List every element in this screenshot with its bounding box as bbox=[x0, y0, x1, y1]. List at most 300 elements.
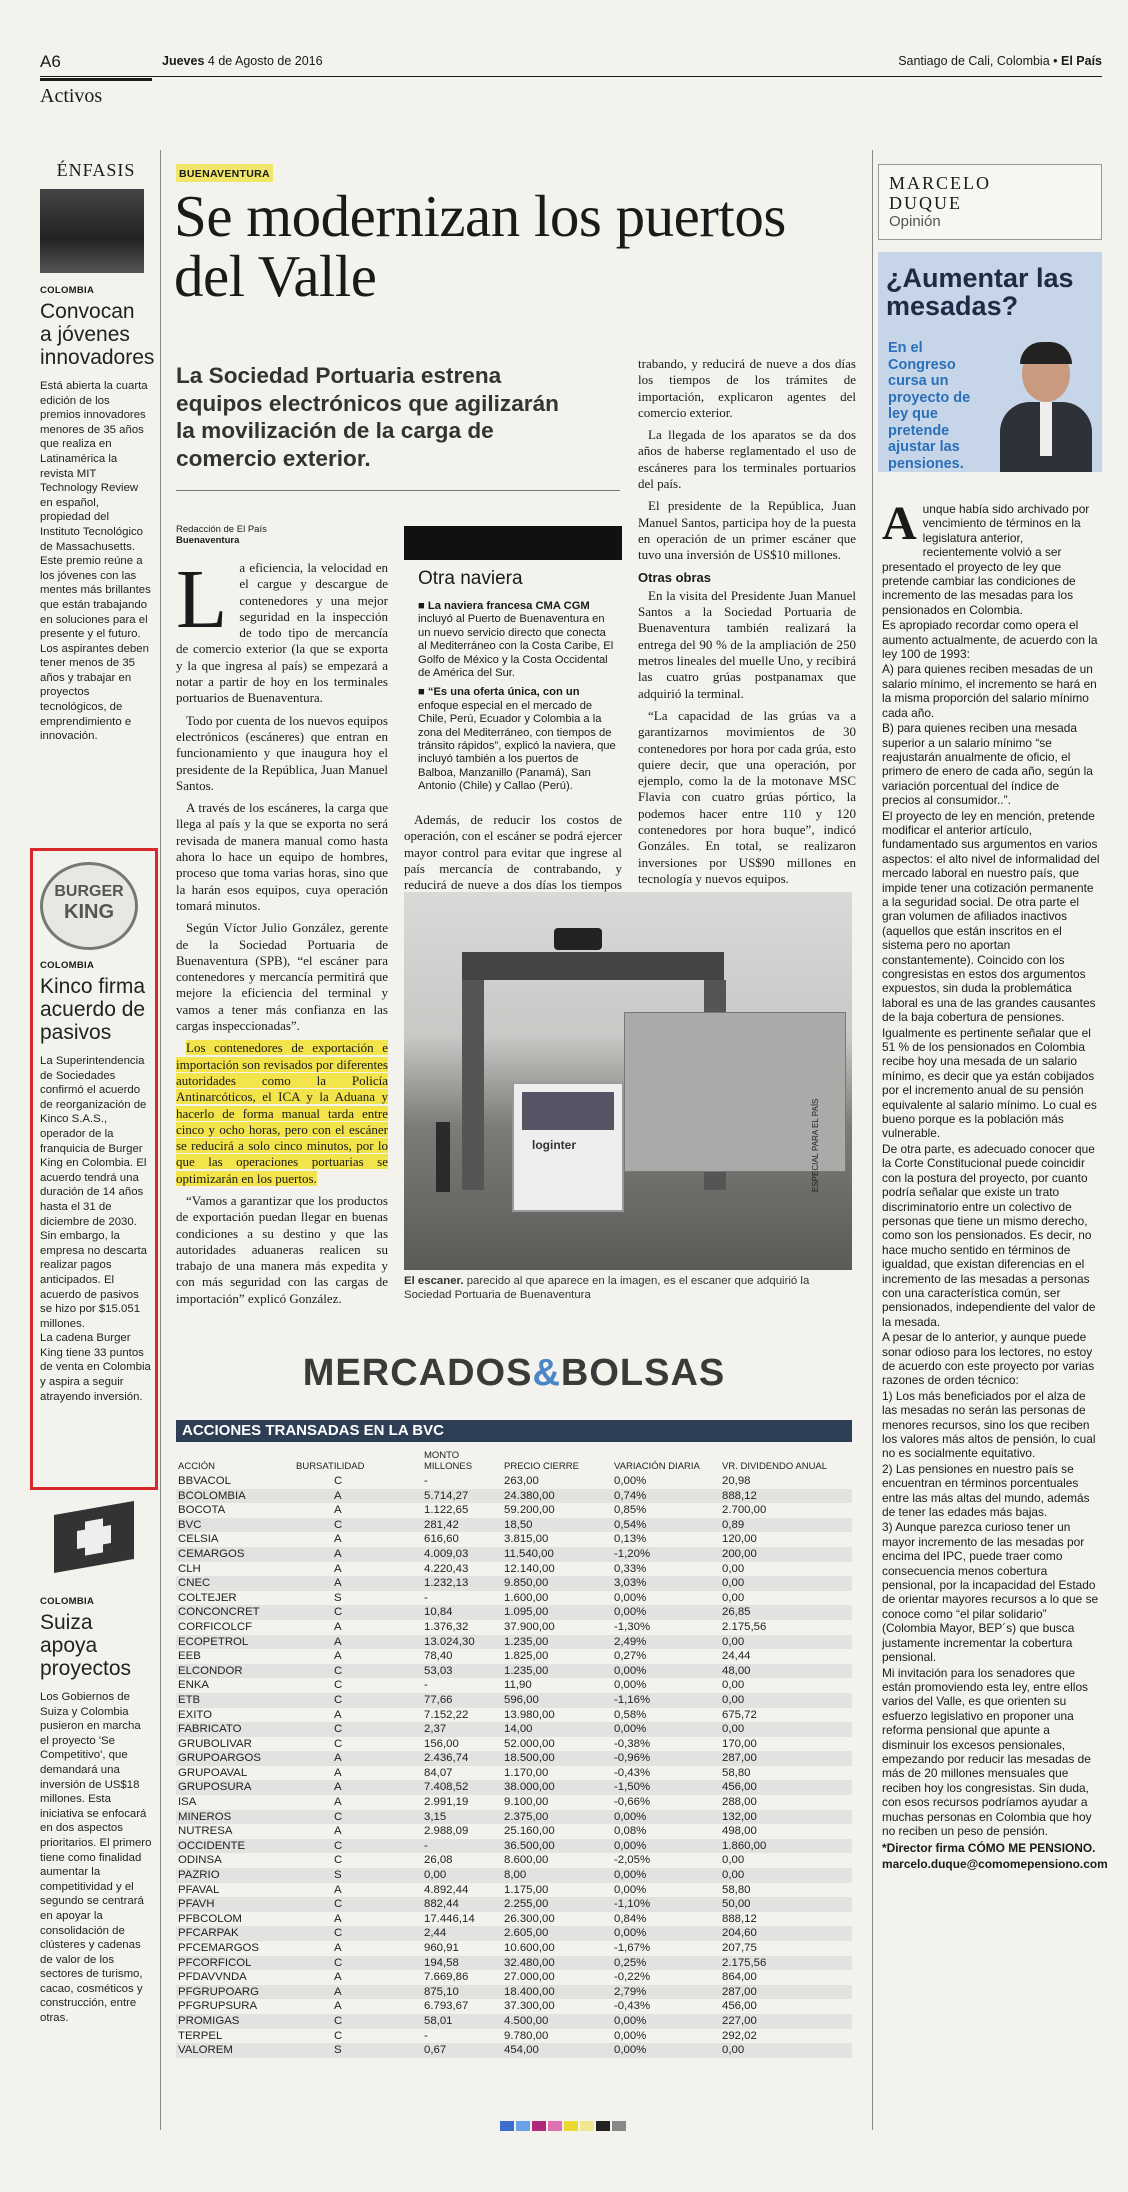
photo-caption: El escaner. parecido al que aparece en la imagen, es el escaner que adquirió la Sociedad Portuaria de Buenaventura bbox=[404, 1275, 810, 1301]
table-row bbox=[176, 1810, 852, 1825]
table-cell: -2,05% bbox=[614, 1854, 651, 1867]
markets-header-cell: MONTO MILLONES bbox=[424, 1450, 473, 1472]
scanner-photo bbox=[404, 892, 852, 1270]
table-row bbox=[176, 1635, 852, 1650]
table-cell: -0,43% bbox=[614, 1766, 651, 1779]
story2-kicker: COLOMBIA bbox=[40, 960, 95, 971]
table-cell: -0,38% bbox=[614, 1737, 651, 1750]
table-cell: ETB bbox=[176, 1693, 294, 1708]
table-cell: 26.300,00 bbox=[504, 1912, 555, 1925]
table-cell: 200,00 bbox=[720, 1547, 852, 1562]
table-cell: 0,00 bbox=[722, 1591, 745, 1604]
table-cell: 17.446,14 bbox=[424, 1912, 475, 1925]
table-cell: 456,00 bbox=[720, 1780, 852, 1795]
table-cell: 50,00 bbox=[720, 1897, 852, 1912]
table-cell: 287,00 bbox=[720, 1751, 852, 1766]
table-cell: S bbox=[334, 1591, 342, 1604]
table-cell: A bbox=[294, 1576, 422, 1591]
table-cell: 2.375,00 bbox=[502, 1810, 612, 1825]
table-cell: 0,00 bbox=[720, 1722, 852, 1737]
table-cell: 4.500,00 bbox=[502, 2014, 612, 2029]
opinion-p6: Igualmente es pertinente señalar que el 51 % de los pensionados en Colombia recibe hoy una mesada de un salario mínimo, es decir que ya están cobijados por el incremento anual de su pensión equivalente al salario mínimo. Lo cual es bueno porque es la población más vulnerable. bbox=[882, 1025, 1097, 1141]
table-cell: 18.500,00 bbox=[502, 1751, 612, 1766]
opinion-p11: 3) Aunque parezca curioso tener un mayor incremento de las mesadas por encima del IPC, puede traer como consecuencia menos cobertura pensional, por la incapacidad del Estado de orientar mayores recursos a lo que se conoce como “el pilar solidario” (Colombia Mayor, BEP´s) que busca justamente incrementar la cobertura pensional. bbox=[882, 1520, 1099, 1665]
table-cell: BBVACOL bbox=[178, 1475, 231, 1487]
table-cell: 0,00% bbox=[614, 1591, 647, 1604]
table-cell: 0,00% bbox=[612, 1839, 720, 1854]
table-cell: 292,02 bbox=[722, 2029, 757, 2042]
table-cell: - bbox=[424, 2029, 428, 2042]
table-cell: - bbox=[424, 1475, 428, 1487]
table-cell: A bbox=[334, 1504, 342, 1517]
opinion-p3: A) para quienes reciben mesadas de un salario mínimo, el incremento se hará en la misma proporción del salario mínimo cada año. bbox=[882, 662, 1097, 720]
table-cell: 0,58% bbox=[614, 1708, 647, 1721]
enfasis-photo bbox=[40, 189, 144, 273]
table-cell: A bbox=[334, 1796, 342, 1809]
col1-p6: “Vamos a garantizar que los productos de exportación puedan llegar en buenas condiciones a su destino y que las autoridades aduaneras realicen su trabajo de una manera más expedita y con más seguridad con las cargas de importación” explicó González. bbox=[176, 1192, 388, 1306]
opinion-divider bbox=[872, 150, 873, 2130]
table-cell: 18.400,00 bbox=[502, 1985, 612, 2000]
header-rule bbox=[40, 76, 1102, 77]
story1-body: Está abierta la cuarta edición de los premios innovadores menores de 35 años que realiza en Latinamérica la revista MIT Technology Review en español, propiedad del Instituto Tecnológico de Massachusetts. Este premio reúne a los jóvenes con las mentes más brillantes que están trabajando en soluciones para el presente y el futuro. Los aspirantes deben tener menos de 35 años y trabajar en proyectos tecnológicos, de emprendimiento e innovación. bbox=[40, 380, 151, 743]
sidebar bbox=[40, 160, 155, 744]
opinion-p5: El proyecto de ley en mención, pretende modificar el anterior artículo, fundamentado sus argumentos en varios aspectos: el alto nivel de informalidad del mercado laboral en nuestro país, que impide tener una cotización permanente a la seguridad social. De otra parte el gran volumen de afiliados inactivos (aquellos que están inscritos en el sistema pero no aportan constantemente). Coincido con los congresistas en estos dos argumentos expuestos, sin duda la problemática laboral es una de las grandes causantes de la baja cobertura de pensiones. bbox=[882, 808, 1100, 1025]
table-cell: C bbox=[334, 1737, 343, 1750]
table-cell: ELCONDOR bbox=[176, 1664, 294, 1679]
table-row bbox=[176, 1883, 852, 1898]
table-cell: 1.860,00 bbox=[720, 1839, 852, 1854]
table-cell: 1.175,00 bbox=[504, 1883, 549, 1896]
markets-header-cell: BURSATILIDAD bbox=[296, 1461, 365, 1472]
table-cell: ISA bbox=[178, 1796, 197, 1809]
table-cell: 2,37 bbox=[422, 1722, 502, 1737]
table-cell: 0,13% bbox=[614, 1533, 647, 1546]
page-header bbox=[40, 48, 1102, 72]
table-row bbox=[176, 1605, 852, 1620]
table-cell: 1.170,00 bbox=[504, 1766, 549, 1779]
markets-header-cell: ACCIÓN bbox=[178, 1461, 215, 1472]
table-cell: 2.605,00 bbox=[502, 1926, 612, 1941]
table-cell: 0,67 bbox=[422, 2043, 502, 2058]
table-cell: 0,00 bbox=[722, 1679, 745, 1692]
table-row bbox=[176, 1562, 852, 1577]
table-cell: 1.122,65 bbox=[424, 1504, 469, 1517]
table-cell: 59.200,00 bbox=[504, 1504, 555, 1517]
table-cell: 0,00 bbox=[720, 1693, 852, 1708]
col1-p5: Los contenedores de exportación e importación son revisados por diferentes autoridades como la Policía Antinarcóticos, el ICA y la Aduana y hacerlo de forma manual tarda entre cinco y ocho horas, pero con el escáner se reducirá a solo cinco minutos, por lo que las operaciones portuarias se optimizarán en los puertos. bbox=[176, 1040, 388, 1186]
markets-body bbox=[176, 1474, 852, 2058]
table-cell: 9.780,00 bbox=[504, 2029, 549, 2042]
opinion-p12: Mi invitación para los senadores que están promoviendo esta ley, entre ellos varios del Valle, es que orienten su esfuerzo legislativo en proponer una reforma pensional que apunte a disminuir los excesos pensionales, empezando por reducir las mesadas de más de 20 millones mensuales que reciben hoy los congresistas. Sin duda, con esos recursos podríamos ayudar a muchas personas en Colombia que hoy no reciben un peso de pensión. bbox=[882, 1665, 1092, 1838]
story3 bbox=[40, 1508, 152, 2026]
table-cell: - bbox=[424, 1591, 428, 1604]
table-cell: A bbox=[294, 1635, 422, 1650]
table-cell: C bbox=[294, 1839, 422, 1854]
table-cell: A bbox=[294, 1489, 422, 1504]
article-headline: Se modernizan los puertos del Valle bbox=[174, 183, 786, 309]
table-cell: 0,85% bbox=[614, 1504, 647, 1517]
table-cell: PFAVAL bbox=[178, 1883, 220, 1896]
table-row bbox=[176, 1678, 852, 1693]
table-cell: 13.024,30 bbox=[422, 1635, 502, 1650]
table-cell: 0,25% bbox=[612, 1956, 720, 1971]
enfasis-label: ÉNFASIS bbox=[56, 160, 136, 180]
table-cell: 0,00% bbox=[612, 1868, 720, 1883]
box-item2: ■ “Es una oferta única, con un enfoque especial en el mercado de Chile, Perú, Ecuador y Colombia a la zona del Mediterráneo, con tiempos de tránsito rápidos”, explicó la naviera, que incluyó también a los puertos de Balboa, Manzanillo (Panamá), San Antonio (Chile) y Callao (Perú). bbox=[418, 686, 616, 793]
table-cell: TERPEL bbox=[178, 2029, 223, 2042]
article-deck: La Sociedad Portuaria estrena equipos electrónicos que agilizarán la movilización de la carga de comercio exterior. bbox=[176, 363, 559, 471]
table-row bbox=[176, 1620, 852, 1635]
table-cell: 675,72 bbox=[722, 1708, 757, 1721]
header-location: Santiago de Cali, Colombia • El País bbox=[898, 54, 1102, 68]
table-row bbox=[176, 1489, 852, 1504]
opinion-p2: Es apropiado recordar como opera el aumento actualmente, de acuerdo con la ley 100 de 1993: bbox=[882, 618, 1098, 662]
table-cell: 26,08 bbox=[424, 1854, 453, 1867]
table-cell: 1.600,00 bbox=[504, 1591, 549, 1604]
opinion-portrait bbox=[996, 338, 1096, 472]
header-date bbox=[162, 54, 323, 68]
table-row bbox=[176, 1853, 852, 1868]
table-cell: 52.000,00 bbox=[504, 1737, 555, 1750]
opinion-label: Opinión bbox=[889, 213, 941, 230]
story3-headline: Suiza apoya proyectos bbox=[40, 1611, 132, 1680]
table-cell: GRUPOARGOS bbox=[176, 1751, 294, 1766]
table-cell: 58,80 bbox=[722, 1883, 751, 1896]
table-cell: 263,00 bbox=[504, 1475, 539, 1487]
table-cell: PFGRUPOARG bbox=[176, 1985, 294, 2000]
markets-header-cell: VR. DIVIDENDO ANUAL bbox=[722, 1461, 828, 1472]
table-cell: 0,33% bbox=[614, 1562, 647, 1575]
story3-body: Los Gobiernos de Suiza y Colombia pusieron en marcha el proyecto 'Se Competitivo', que demandará una inversión de US$18 millones. Esta iniciativa se enfocará en dos aspectos prioritarios. El primero tiene como finalidad aumentar la competitividad y el segundo se centrará en apoyar la consolidación de clústeres y cadenas de valor de los sectores de turismo, cacao, cosméticos y construcción, entre otras. bbox=[40, 1691, 152, 2025]
table-cell: 456,00 bbox=[722, 2000, 757, 2013]
table-cell: 0,84% bbox=[614, 1912, 647, 1925]
story2-body: La Superintendencia de Sociedades confirmó el acuerdo de reorganización de Kinco S.A.S., operador de la franquicia de Burger King en Colombia. El acuerdo tendrá una duración de 14 años hasta el 31 de diciembre de 2030. Sin embargo, la empresa no descarta realizar pagos anticipados. El acuerdo de pasivos se hizo por $15.051 millones. bbox=[40, 1055, 148, 1330]
registration-marks bbox=[500, 2118, 628, 2136]
opinion-header bbox=[878, 164, 1102, 240]
table-cell: S bbox=[294, 2043, 422, 2058]
table-row bbox=[176, 1970, 852, 1985]
table-cell: 26,85 bbox=[720, 1605, 852, 1620]
photo-credit: ESPECIAL PARA EL PAÍS bbox=[810, 1098, 820, 1192]
table-cell: 3,15 bbox=[422, 1810, 502, 1825]
table-cell: A bbox=[294, 1751, 422, 1766]
table-cell: 0,00% bbox=[614, 1679, 647, 1692]
table-cell: ECOPETROL bbox=[176, 1635, 294, 1650]
table-cell: 882,44 bbox=[422, 1897, 502, 1912]
table-cell: 2.255,00 bbox=[502, 1897, 612, 1912]
table-cell: C bbox=[294, 1518, 422, 1533]
table-cell: 0,00% bbox=[612, 1664, 720, 1679]
opinion-p4: B) para quienes reciben una mesada superior a un salario mínimo “se reajustarán anualmente de oficio, el primero de enero de cada año, según la variación porcentual del índice de precios al consumidor..”. bbox=[882, 721, 1093, 808]
table-row bbox=[176, 1751, 852, 1766]
story3-kicker: COLOMBIA bbox=[40, 1596, 95, 1607]
table-cell: 0,00% bbox=[614, 2029, 647, 2042]
table-cell: 498,00 bbox=[722, 1825, 757, 1838]
markets-bar: ACCIONES TRANSADAS EN LA BVC bbox=[176, 1420, 852, 1442]
table-cell: 7.408,52 bbox=[422, 1780, 502, 1795]
table-cell: 616,60 bbox=[424, 1533, 459, 1546]
table-cell: 0,74% bbox=[612, 1489, 720, 1504]
opinion-banner bbox=[878, 252, 1102, 472]
opinion-p1: unque había sido archivado por vencimiento de términos en la legislatura anterior, recientemente volvió a ser presentado el proyecto de ley que pretende cambiar las condiciones de incremento de las mesadas para los pensionados en Colombia. bbox=[882, 502, 1090, 617]
table-cell: C bbox=[294, 1810, 422, 1825]
table-cell: GRUPOSURA bbox=[176, 1780, 294, 1795]
table-cell: 0,00% bbox=[614, 1475, 647, 1487]
markets-table-wrap bbox=[176, 1444, 852, 2058]
table-cell: 864,00 bbox=[722, 1971, 757, 1984]
table-cell: 0,00 bbox=[720, 1635, 852, 1650]
table-cell: -1,30% bbox=[614, 1620, 651, 1633]
table-cell: 156,00 bbox=[424, 1737, 459, 1750]
table-cell: A bbox=[294, 1780, 422, 1795]
box-title: Otra naviera bbox=[418, 568, 523, 589]
table-row bbox=[176, 1999, 852, 2014]
table-cell: 36.500,00 bbox=[502, 1839, 612, 1854]
table-cell: 48,00 bbox=[720, 1664, 852, 1679]
table-cell: - bbox=[422, 1839, 502, 1854]
table-cell: C bbox=[294, 1693, 422, 1708]
table-cell: GRUPOAVAL bbox=[178, 1766, 248, 1779]
table-cell: NUTRESA bbox=[178, 1825, 233, 1838]
table-cell: PFCORFICOL bbox=[176, 1956, 294, 1971]
table-cell: 4.009,03 bbox=[422, 1547, 502, 1562]
table-cell: 13.980,00 bbox=[504, 1708, 555, 1721]
sidebar-divider bbox=[160, 150, 161, 2130]
table-row bbox=[176, 1839, 852, 1854]
table-cell: CONCONCRET bbox=[176, 1605, 294, 1620]
byline: Redacción de El País Buenaventura bbox=[176, 524, 267, 546]
table-cell: -0,96% bbox=[612, 1751, 720, 1766]
table-cell: 7.669,86 bbox=[424, 1971, 469, 1984]
table-cell: 0,00% bbox=[612, 1926, 720, 1941]
table-cell: FABRICATO bbox=[176, 1722, 294, 1737]
opinion-subhead: En el Congreso cursa un proyecto de ley que pretende ajustar las pensiones. bbox=[888, 340, 971, 472]
table-cell: ENKA bbox=[178, 1679, 210, 1692]
table-cell: BVC bbox=[176, 1518, 294, 1533]
table-cell: 53,03 bbox=[422, 1664, 502, 1679]
table-cell: 27.000,00 bbox=[504, 1971, 555, 1984]
table-row bbox=[176, 1576, 852, 1591]
col1-p1: a eficiencia, la velocidad en el cargue y descargue de contenedores y una mejor seguridad en la inspección de todo tipo de mercancía de comercio exterior (la que se exporta y la que ingresa al país) se empezará a notar a partir de hoy en los terminales portuarios de Buenaventura. bbox=[176, 560, 388, 706]
table-cell: 1.232,13 bbox=[422, 1576, 502, 1591]
table-cell: 0,08% bbox=[614, 1825, 647, 1838]
table-cell: A bbox=[334, 1766, 342, 1779]
opinion-dropcap: A bbox=[882, 497, 917, 550]
table-cell: 58,80 bbox=[722, 1766, 751, 1779]
table-cell: -0,43% bbox=[614, 2000, 651, 2013]
article-col3 bbox=[638, 356, 856, 886]
table-cell: 11,90 bbox=[504, 1679, 532, 1692]
table-cell: A bbox=[334, 1971, 342, 1984]
table-cell: A bbox=[334, 1825, 342, 1838]
table-cell: 7.152,22 bbox=[424, 1708, 469, 1721]
table-cell: 0,89 bbox=[720, 1518, 852, 1533]
table-cell: 170,00 bbox=[722, 1737, 757, 1750]
header-day: Jueves bbox=[162, 54, 205, 68]
table-cell: 11.540,00 bbox=[502, 1547, 612, 1562]
table-row bbox=[176, 1532, 852, 1547]
header-date-text: 4 de Agosto de 2016 bbox=[207, 54, 323, 68]
table-cell: C bbox=[294, 2014, 422, 2029]
table-cell: 2.991,19 bbox=[424, 1796, 469, 1809]
table-cell: BOCOTA bbox=[178, 1504, 226, 1517]
swiss-flag-icon bbox=[54, 1501, 134, 1573]
table-cell: A bbox=[334, 2000, 342, 2013]
opinion-author-first: MARCELO bbox=[889, 173, 992, 193]
table-cell: A bbox=[334, 1912, 342, 1925]
table-row bbox=[176, 1780, 852, 1795]
article-col2: Además, de reducir los costos de operación, con el escáner se podrá ejercer mayor control para evitar que ingrese al país mercancía de contrabando, y reducirá de nueve a dos días los tiempos bbox=[404, 812, 622, 893]
byline-location: Buenaventura bbox=[176, 535, 240, 546]
table-cell: CLH bbox=[178, 1562, 201, 1575]
table-cell: 10,84 bbox=[422, 1605, 502, 1620]
table-cell: 24.380,00 bbox=[502, 1489, 612, 1504]
table-cell: 10.600,00 bbox=[504, 1942, 555, 1954]
opinion-author-last: DUQUE bbox=[889, 193, 962, 213]
box-top-bar bbox=[404, 526, 622, 560]
opinion-headline: ¿Aumentar las mesadas? bbox=[886, 263, 1074, 321]
table-cell: PFDAVVNDA bbox=[178, 1971, 247, 1984]
table-cell: 2.700,00 bbox=[722, 1504, 767, 1517]
table-cell: 960,91 bbox=[424, 1942, 459, 1954]
table-cell: 0,00% bbox=[612, 1605, 720, 1620]
table-row bbox=[176, 1664, 852, 1679]
col1-p3: A través de los escáneres, la carga que llega al país y la que se exporta no será revisada de manera manual como hasta ahora lo hace un equipo de hombres, proceso que toma varias horas, sino que la harán esos equipos, cuya operación tomará minutos. bbox=[176, 800, 388, 913]
table-cell: -1,16% bbox=[612, 1693, 720, 1708]
table-cell: 58,01 bbox=[422, 2014, 502, 2029]
markets-header-row bbox=[176, 1444, 852, 1474]
opinion-p10: 2) Las pensiones en nuestro país se encuentran en términos porcentuales entre las más altas del mundo, además de tener las edades más bajas. bbox=[882, 1461, 1090, 1520]
table-cell: A bbox=[334, 1562, 342, 1575]
table-row bbox=[176, 1547, 852, 1562]
table-cell: GRUBOLIVAR bbox=[178, 1737, 252, 1750]
table-cell: 3,03% bbox=[612, 1576, 720, 1591]
table-row bbox=[176, 1926, 852, 1941]
markets-header-cell: VARIACIÓN DIARIA bbox=[614, 1461, 700, 1472]
table-cell: PFBCOLOM bbox=[178, 1912, 242, 1925]
table-cell: A bbox=[334, 1533, 342, 1546]
table-cell: 1.235,00 bbox=[502, 1664, 612, 1679]
table-cell: PFGRUPSURA bbox=[178, 2000, 258, 2013]
opinion-footer1: *Director firma CÓMO ME PENSIONO. bbox=[882, 1841, 1096, 1856]
table-row bbox=[176, 1708, 852, 1723]
table-cell: 2.175,56 bbox=[720, 1956, 852, 1971]
story1-kicker: COLOMBIA bbox=[40, 285, 95, 296]
table-cell: PFCARPAK bbox=[176, 1926, 294, 1941]
table-row bbox=[176, 1956, 852, 1971]
col3-subhead: Otras obras bbox=[638, 569, 711, 585]
table-cell: A bbox=[334, 1650, 342, 1663]
table-cell: 24,44 bbox=[722, 1650, 751, 1663]
col3-p3: El presidente de la República, Juan Manuel Santos, participa hoy de la puesta en operación de un primer escáner que tuvo una inversión de US$10 millones. bbox=[638, 498, 856, 563]
table-cell: 0,00 bbox=[422, 1868, 502, 1883]
table-row bbox=[176, 1518, 852, 1533]
table-cell: A bbox=[294, 1547, 422, 1562]
story1-headline: Convocan a jóvenes innovadores bbox=[40, 300, 155, 369]
section-label: Activos bbox=[40, 78, 152, 108]
table-cell: C bbox=[294, 1956, 422, 1971]
table-cell: 4.220,43 bbox=[424, 1562, 469, 1575]
table-row bbox=[176, 1474, 852, 1489]
dropcap: L bbox=[176, 553, 228, 646]
col3-p4: En la visita del Presidente Juan Manuel Santos a la Sociedad Portuaria de Buenaventura también realizará la entrega del 90 % de la ampliación de 250 metros lineales del muelle Uno, y recibirá las cuatro grúas postpanamax que adquirió la terminal. bbox=[638, 587, 856, 701]
table-cell: 0,54% bbox=[612, 1518, 720, 1533]
table-cell: 888,12 bbox=[720, 1489, 852, 1504]
table-cell: 8.600,00 bbox=[504, 1854, 549, 1867]
table-cell: 194,58 bbox=[422, 1956, 502, 1971]
table-row bbox=[176, 1693, 852, 1708]
table-row bbox=[176, 1503, 852, 1518]
table-cell: 37.900,00 bbox=[504, 1620, 555, 1633]
truck-label: loginter bbox=[532, 1138, 576, 1152]
table-row bbox=[176, 1824, 852, 1839]
table-cell: 20,98 bbox=[722, 1475, 751, 1487]
table-cell: 1.235,00 bbox=[502, 1635, 612, 1650]
table-cell: 8,00 bbox=[502, 1868, 612, 1883]
col3-p1: trabando, y reducirá de nueve a dos días los tiempos de los trámites de importación, explicaron agentes del comercio exterior. bbox=[638, 356, 856, 420]
table-cell: A bbox=[294, 1985, 422, 2000]
table-row bbox=[176, 2029, 852, 2044]
table-cell: CNEC bbox=[176, 1576, 294, 1591]
col1-p2: Todo por cuenta de los nuevos equipos electrónicos (escáneres) que entran en funcionamiento y que inaugura hoy el presidente de la República, Juan Manuel Santos. bbox=[176, 712, 388, 793]
table-cell: C bbox=[294, 1722, 422, 1737]
table-cell: 0,00 bbox=[722, 1562, 745, 1575]
opinion-p8: A pesar de lo anterior, y aunque puede sonar odioso para los lectores, no estoy de acuerdo con este proyecto por varias razones de orden técnico: bbox=[882, 1330, 1095, 1388]
box-item1: ■ La naviera francesa CMA CGM incluyó al Puerto de Buenaventura en un nuevo servicio directo que conecta al Mediterráneo con la Costa Caribe, El Golfo de México y la Costa Occidental de América del Sur. bbox=[418, 600, 614, 680]
table-cell: 227,00 bbox=[720, 2014, 852, 2029]
opinion-footer2: marcelo.duque@comomepensiono.com bbox=[882, 1856, 1108, 1871]
table-cell: 78,40 bbox=[424, 1650, 453, 1663]
table-cell: 120,00 bbox=[722, 1533, 757, 1546]
table-cell: 2.175,56 bbox=[722, 1620, 767, 1633]
table-cell: 0,00 bbox=[720, 1576, 852, 1591]
table-cell: PAZRIO bbox=[176, 1868, 294, 1883]
table-cell: 0,00% bbox=[612, 1722, 720, 1737]
table-cell: C bbox=[334, 1854, 343, 1867]
table-cell: 596,00 bbox=[502, 1693, 612, 1708]
table-cell: 0,00 bbox=[720, 1868, 852, 1883]
table-cell: MINEROS bbox=[176, 1810, 294, 1825]
page-number: A6 bbox=[40, 52, 61, 71]
table-row bbox=[176, 1912, 852, 1927]
table-cell: A bbox=[334, 1708, 342, 1721]
table-row bbox=[176, 1985, 852, 2000]
table-cell: - bbox=[424, 1679, 428, 1692]
table-cell: 1.095,00 bbox=[502, 1605, 612, 1620]
table-cell: 14,00 bbox=[502, 1722, 612, 1737]
table-cell: 0,00 bbox=[720, 2043, 852, 2058]
table-cell: -0,22% bbox=[614, 1971, 651, 1984]
table-cell: CELSIA bbox=[178, 1533, 219, 1546]
article-kicker: BUENAVENTURA bbox=[176, 164, 273, 182]
table-cell: 2,49% bbox=[612, 1635, 720, 1650]
deck-rule bbox=[176, 490, 620, 491]
table-cell: BCOLOMBIA bbox=[176, 1489, 294, 1504]
table-cell: PROMIGAS bbox=[176, 2014, 294, 2029]
table-cell: 2,44 bbox=[422, 1926, 502, 1941]
table-cell: -1,10% bbox=[612, 1897, 720, 1912]
table-cell: 2.988,09 bbox=[424, 1825, 469, 1838]
table-cell: PFCEMARGOS bbox=[178, 1942, 260, 1954]
table-cell: 0,00 bbox=[722, 1854, 745, 1867]
table-cell: 0,00% bbox=[614, 1883, 647, 1896]
table-cell: 32.480,00 bbox=[502, 1956, 612, 1971]
table-cell: EEB bbox=[178, 1650, 201, 1663]
table-cell: 0,00% bbox=[612, 1810, 720, 1825]
table-cell: 287,00 bbox=[720, 1985, 852, 2000]
table-cell: 4.892,44 bbox=[424, 1883, 469, 1896]
table-cell: 77,66 bbox=[422, 1693, 502, 1708]
